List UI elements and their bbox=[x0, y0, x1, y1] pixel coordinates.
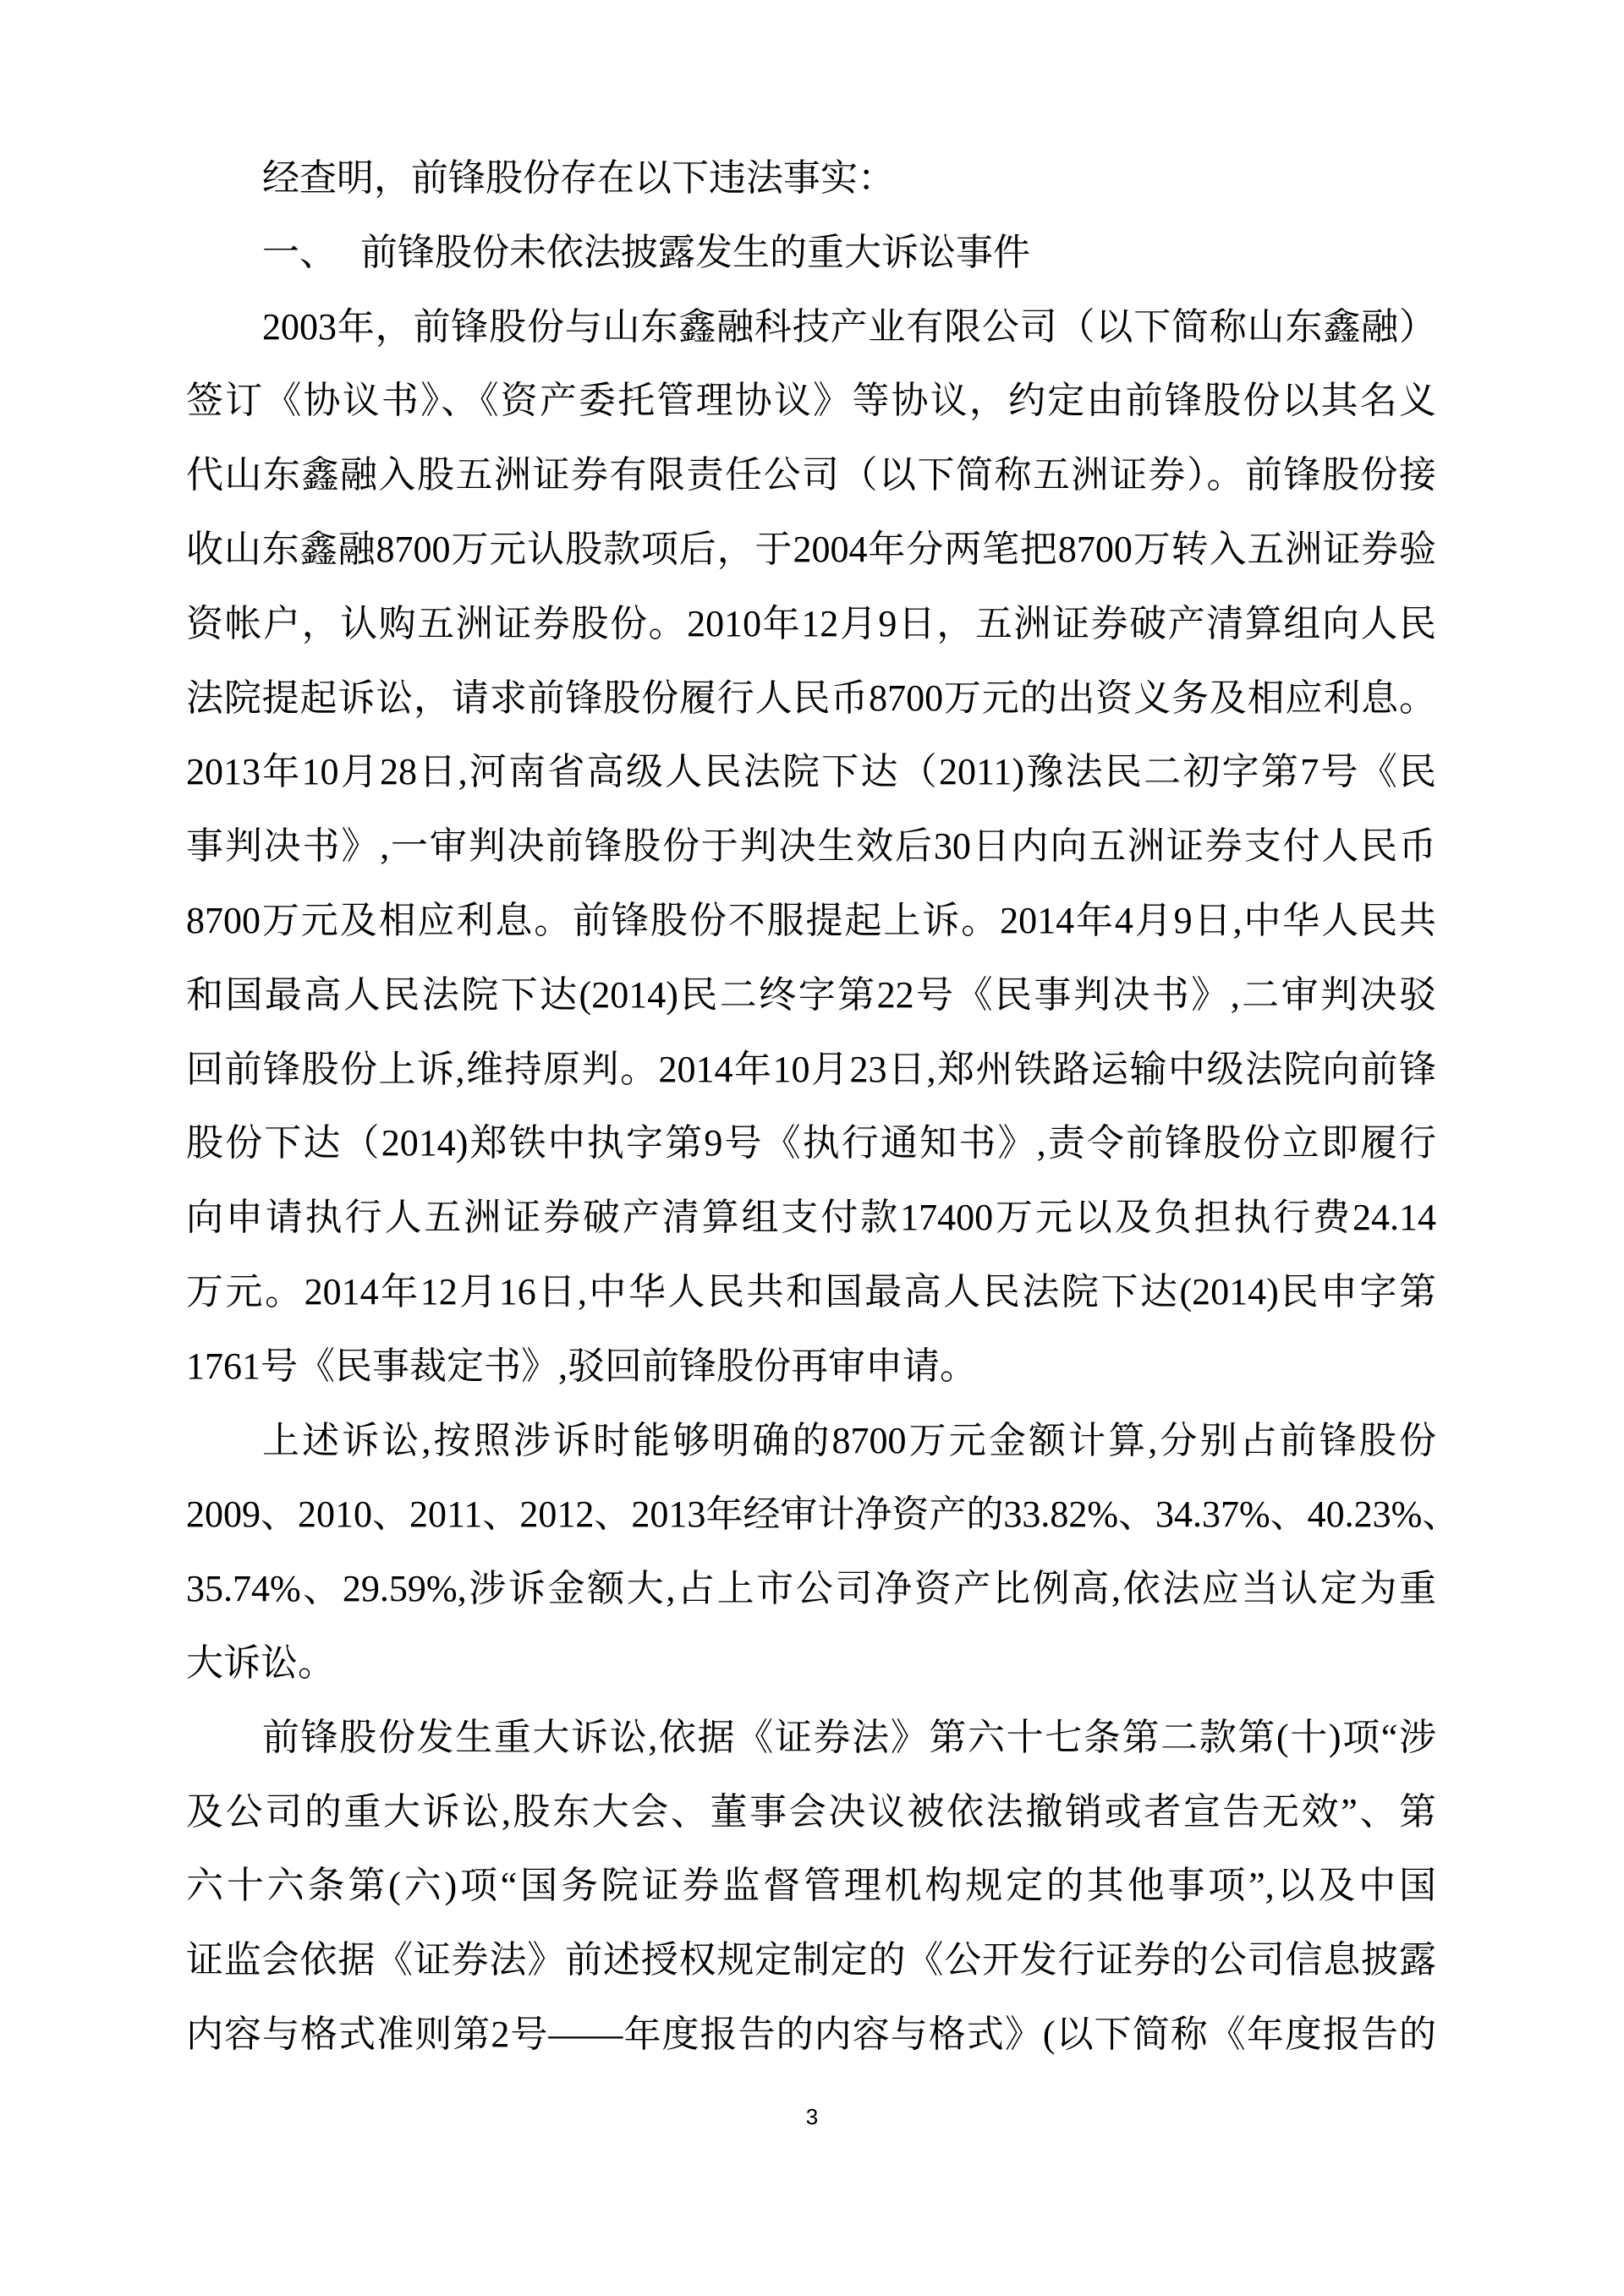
paragraph-line: 代山东鑫融入股五洲证券有限责任公司（以下简称五洲证券）。前锋股份接 bbox=[186, 454, 1436, 496]
paragraph-line: 资帐户，认购五洲证券股份。2010年12月9日，五洲证券破产清算组向人民 bbox=[186, 602, 1436, 644]
paragraph-line: 1761号《民事裁定书》,驳回前锋股份再审申请。 bbox=[186, 1345, 977, 1387]
paragraph-line: 内容与格式准则第2号——年度报告的内容与格式》(以下简称《年度报告的 bbox=[186, 2013, 1436, 2055]
paragraph-line: 35.74%、29.59%,涉诉金额大,占上市公司净资产比例高,依法应当认定为重 bbox=[186, 1568, 1436, 1610]
paragraph-line: 2009、2010、2011、2012、2013年经审计净资产的33.82%、34.37%、40.23%、 bbox=[186, 1493, 1460, 1536]
paragraph-line: 向申请执行人五洲证券破产清算组支付款17400万元以及负担执行费24.14 bbox=[186, 1197, 1436, 1239]
paragraph-line: 六十六条第(六)项“国务院证券监督管理机构规定的其他事项”,以及中国 bbox=[186, 1865, 1436, 1907]
section-heading-title: 前锋股份未依法披露发生的重大诉讼事件 bbox=[360, 231, 1030, 273]
paragraph-line: 证监会依据《证券法》前述授权规定制定的《公开发行证券的公司信息披露 bbox=[186, 1939, 1436, 1981]
paragraph-line: 上述诉讼,按照涉诉时能够明确的8700万元金额计算,分别占前锋股份 bbox=[262, 1419, 1436, 1461]
section-heading-number: 一、 bbox=[262, 231, 337, 273]
paragraph-line: 8700万元及相应利息。前锋股份不服提起上诉。2014年4月9日,中华人民共 bbox=[186, 899, 1436, 941]
section-heading bbox=[186, 216, 1436, 290]
paragraph-line: 法院提起诉讼，请求前锋股份履行人民币8700万元的出资义务及相应利息。 bbox=[186, 677, 1436, 719]
paragraph-line: 收山东鑫融8700万元认股款项后，于2004年分两笔把8700万转入五洲证券验 bbox=[186, 528, 1436, 570]
paragraph-line: 前锋股份发生重大诉讼,依据《证券法》第六十七条第二款第(十)项“涉 bbox=[262, 1716, 1436, 1758]
paragraph-line: 回前锋股份上诉,维持原判。2014年10月23日,郑州铁路运输中级法院向前锋 bbox=[186, 1048, 1436, 1090]
paragraph-line: 股份下达（2014)郑铁中执字第9号《执行通知书》,责令前锋股份立即履行 bbox=[186, 1122, 1436, 1164]
paragraph-line: 事判决书》,一审判决前锋股份于判决生效后30日内向五洲证券支付人民币 bbox=[186, 825, 1436, 868]
paragraph-line: 2013年10月28日,河南省高级人民法院下达（2011)豫法民二初字第7号《民 bbox=[186, 751, 1436, 793]
intro-line: 经查明，前锋股份存在以下违法事实： bbox=[262, 157, 895, 199]
document-body bbox=[186, 141, 1460, 2072]
page-number: 3 bbox=[805, 2104, 819, 2129]
paragraph-line: 和国最高人民法院下达(2014)民二终字第22号《民事判决书》,二审判决驳 bbox=[186, 973, 1436, 1016]
paragraph-line: 及公司的重大诉讼,股东大会、董事会决议被依法撤销或者宣告无效”、第 bbox=[186, 1790, 1436, 1833]
paragraph-line: 签订《协议书》、《资产委托管理协议》等协议，约定由前锋股份以其名义 bbox=[186, 380, 1436, 422]
paragraph-line: 2003年，前锋股份与山东鑫融科技产业有限公司（以下简称山东鑫融） bbox=[262, 305, 1436, 348]
paragraph-line: 大诉讼。 bbox=[186, 1641, 335, 1684]
paragraph-line: 万元。2014年12月16日,中华人民共和国最高人民法院下达(2014)民申字第 bbox=[186, 1270, 1436, 1312]
